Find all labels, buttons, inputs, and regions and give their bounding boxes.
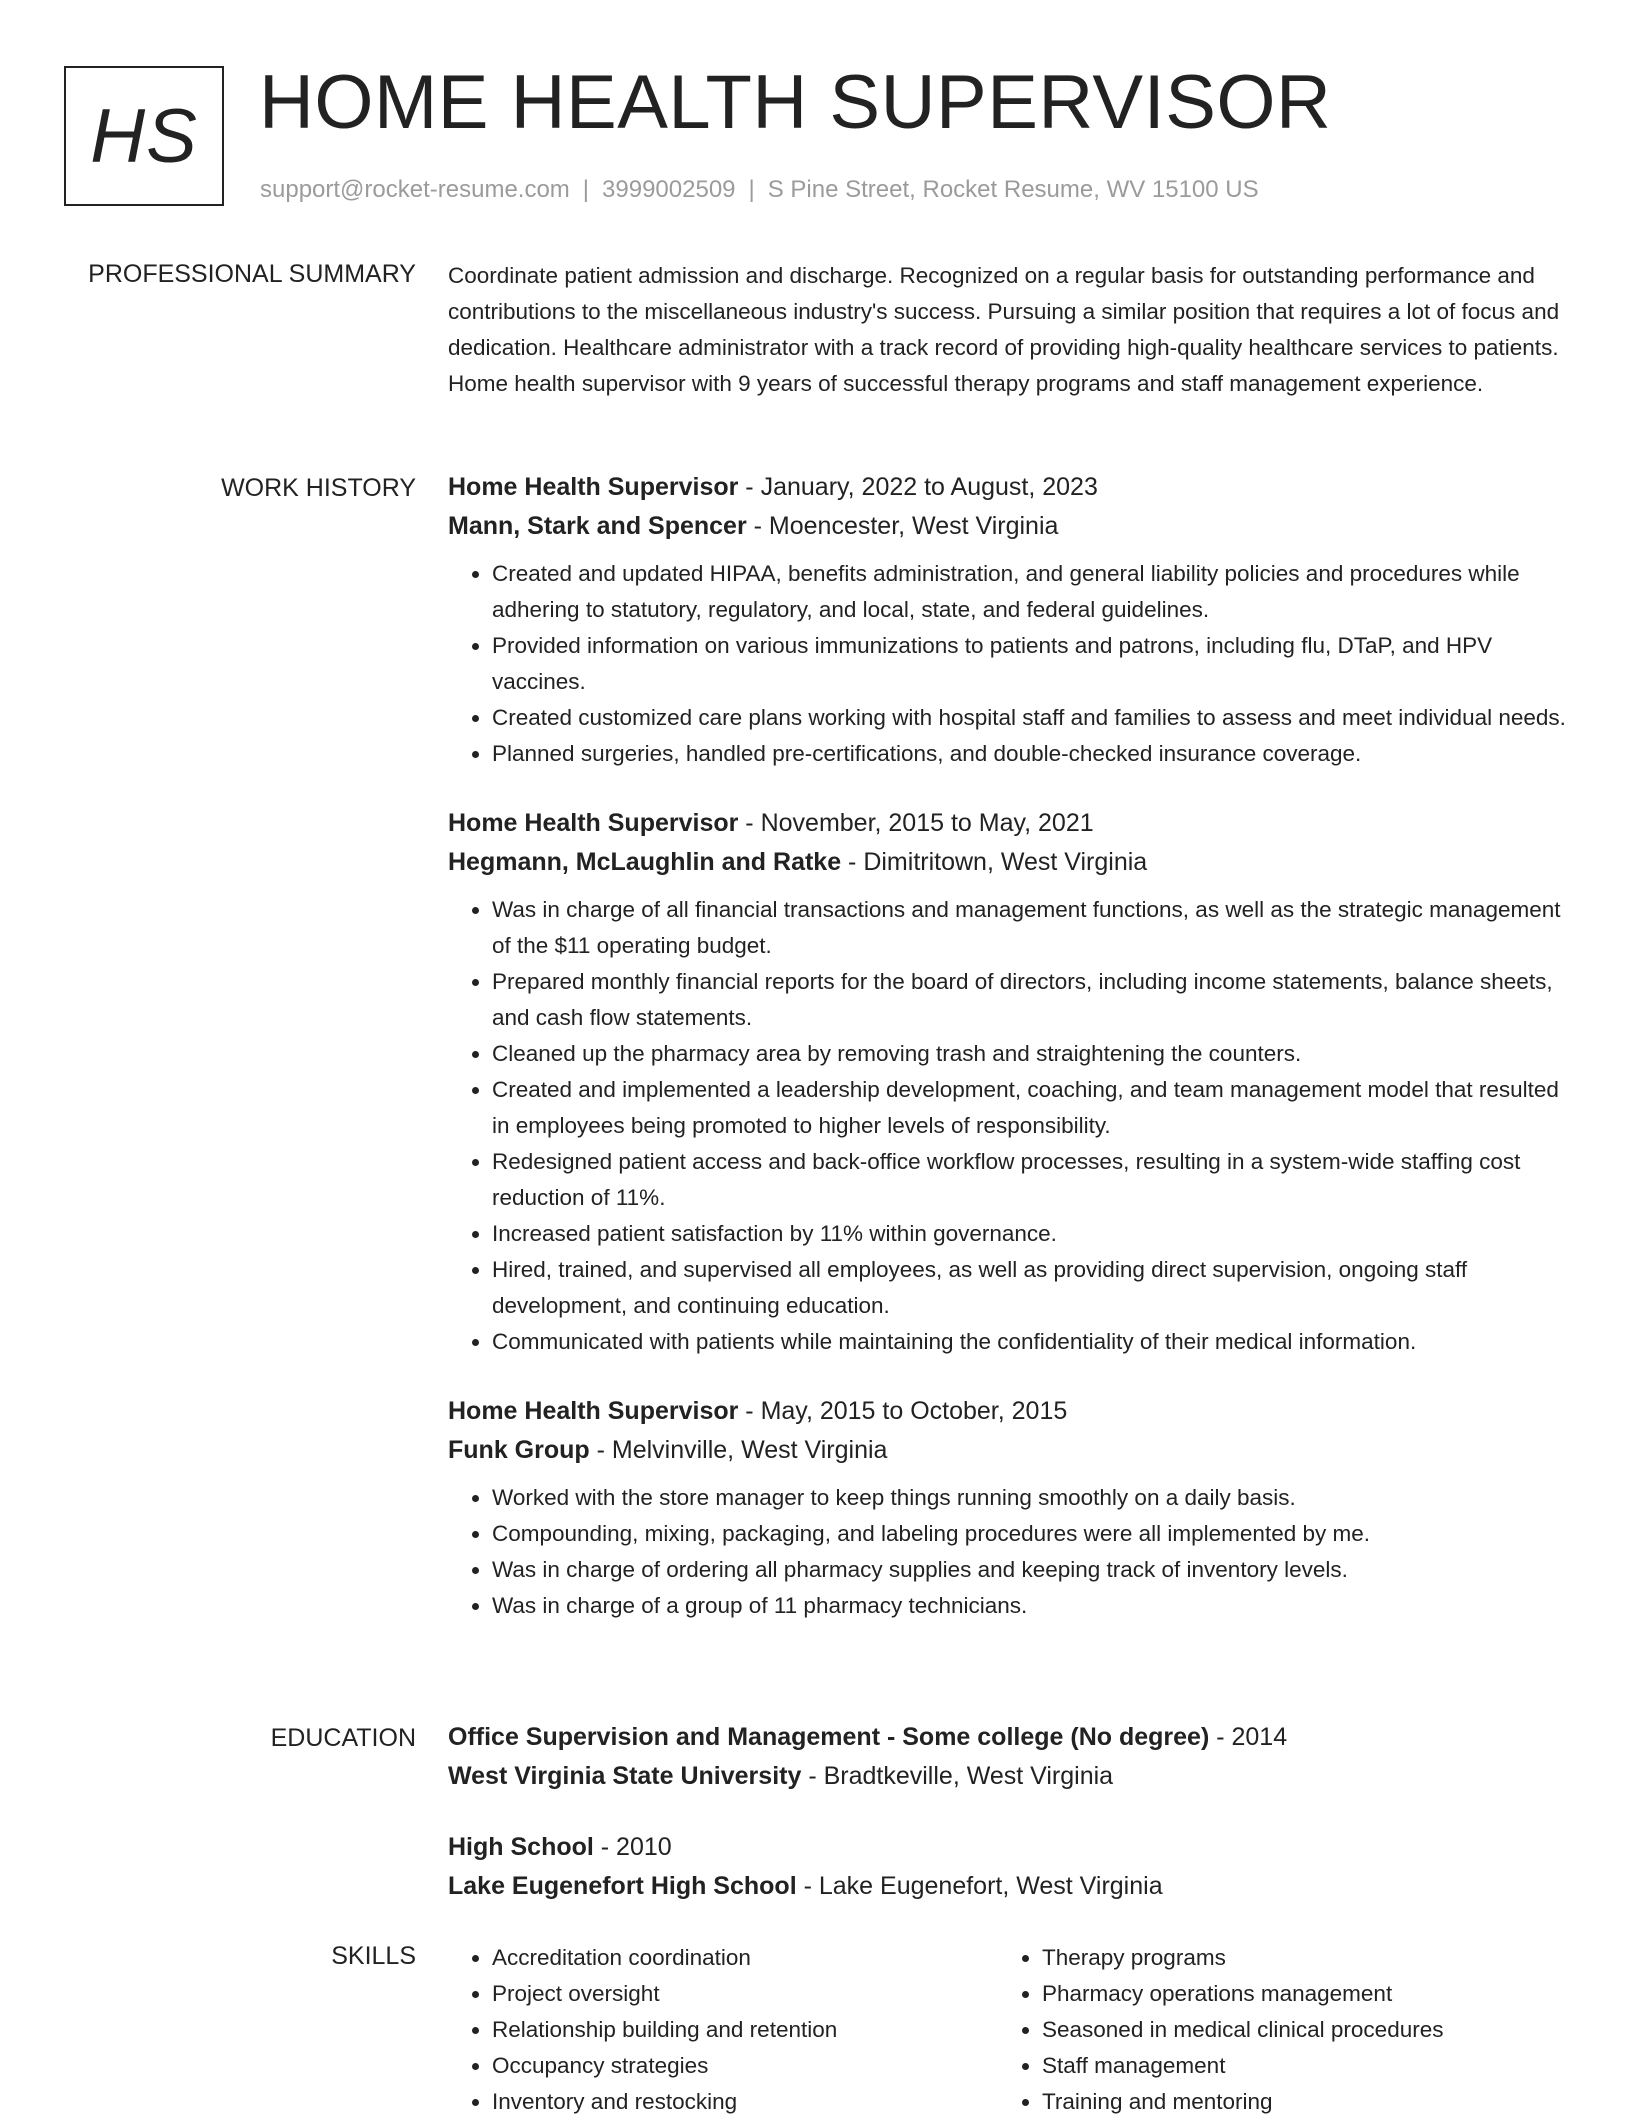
list-item: • Created and updated HIPAA, benefits administration, and general liability policies and procedures while adhering to statutory, regulatory, and local, state, and federal guidelines. [492,556,1568,628]
section-heading: EDUCATION [270,1724,416,1752]
initials-monogram [64,66,224,206]
job-location: - Moencester, West Virginia [746,512,1059,540]
job-entry [448,804,1568,1360]
list-item: • Pharmacy operations management [1042,1976,1548,2012]
list-item: • Redesigned patient access and back-office workflow processes, resulting in a system-wide staffing cost reduction of 11%. [492,1144,1568,1216]
skills-list-right [998,1940,1548,2120]
job-bullets [448,1480,1568,1624]
job-company: Funk Group [448,1436,590,1464]
list-item: • Relationship building and retention [492,2012,998,2048]
list-item: • Created customized care plans working with hospital staff and families to assess and meet individual needs. [492,700,1568,736]
list-item: • Compounding, mixing, packaging, and labeling procedures were all implemented by me. [492,1516,1568,1552]
contact-email[interactable]: support@rocket-resume.com [260,176,570,203]
summary-body [448,258,1568,402]
education-school: Lake Eugenefort High School [448,1872,797,1900]
education-entry [448,1828,1568,1906]
job-entry [448,1392,1568,1624]
education-degree: Office Supervision and Management - Some college (No degree) [448,1723,1210,1751]
job-entry [448,468,1568,772]
education-school-line [448,1757,1568,1796]
job-bullets [448,556,1568,772]
list-item: • Therapy programs [1042,1940,1548,1976]
work-history-body [448,468,1568,1656]
education-degree-line [448,1828,1568,1867]
list-item: • Was in charge of ordering all pharmacy supplies and keeping track of inventory levels. [492,1552,1568,1588]
list-item: • Project oversight [492,1976,998,2012]
job-dates: - January, 2022 to August, 2023 [738,473,1098,501]
skills-list-left [448,1940,998,2120]
skills-grid [448,1940,1568,2120]
education-location: - Lake Eugenefort, West Virginia [796,1872,1163,1900]
section-heading: WORK HISTORY [221,474,416,502]
page-title: HOME HEALTH SUPERVISOR [259,60,1332,145]
list-item: • Training and mentoring [1042,2084,1548,2120]
job-company-line [448,1431,1568,1470]
contact-line [260,176,1259,204]
list-item: • Prepared monthly financial reports for the board of directors, including income statements, balance sheets, and cash flow statements. [492,964,1568,1036]
list-item: • Staff management [1042,2048,1548,2084]
contact-phone[interactable]: 3999002509 [602,176,736,203]
section-heading: PROFESSIONAL SUMMARY [88,260,416,288]
education-school-line [448,1867,1568,1906]
list-item: • Cleaned up the pharmacy area by removing trash and straightening the counters. [492,1036,1568,1072]
list-item: • Was in charge of all financial transactions and management functions, as well as the strategic management of the $11 operating budget. [492,892,1568,964]
skills-body [448,1940,1568,2120]
list-item: • Was in charge of a group of 11 pharmacy technicians. [492,1588,1568,1624]
job-company-line [448,843,1568,882]
education-location: - Bradtkeville, West Virginia [801,1762,1114,1790]
education-body [448,1718,1568,1938]
section-heading: SKILLS [331,1942,416,1970]
job-title-line [448,1392,1568,1431]
education-entry [448,1718,1568,1796]
job-dates: - November, 2015 to May, 2021 [738,809,1094,837]
initials-text: HS [90,93,198,179]
job-title-line [448,468,1568,507]
contact-separator: | [582,176,590,203]
job-bullets [448,892,1568,1360]
list-item: • Seasoned in medical clinical procedures [1042,2012,1548,2048]
contact-separator: | [748,176,755,203]
education-year: - 2010 [593,1833,672,1861]
list-item: • Hired, trained, and supervised all employees, as well as providing direct supervision, ongoing staff development, and continuing education. [492,1252,1568,1324]
summary-text: Coordinate patient admission and discharge. Recognized on a regular basis for outstanding performance and contributions to the miscellaneous industry's success. Pursuing a similar position that requires a lot of focus and dedication. Healthcare administrator with a track record of providing high-quality healthcare services to patients. Home health supervisor with 9 years of successful therapy programs and staff management experience. [448,263,1560,396]
education-school: West Virginia State University [448,1762,802,1790]
job-location: - Dimitritown, West Virginia [841,848,1148,876]
job-company: Mann, Stark and Spencer [448,512,747,540]
education-degree: High School [448,1833,594,1861]
list-item: • Inventory and restocking [492,2084,998,2120]
list-item: • Increased patient satisfaction by 11% within governance. [492,1216,1568,1252]
list-item: • Created and implemented a leadership development, coaching, and team management model that resulted in employees being promoted to higher levels of responsibility. [492,1072,1568,1144]
list-item: • Provided information on various immunizations to patients and patrons, including flu, DTaP, and HPV vaccines. [492,628,1568,700]
job-title: Home Health Supervisor [448,809,739,837]
education-degree-line [448,1718,1568,1757]
list-item: • Worked with the store manager to keep things running smoothly on a daily basis. [492,1480,1568,1516]
education-year: - 2014 [1209,1723,1288,1751]
contact-address: S Pine Street, Rocket Resume, WV 15100 US [767,176,1259,203]
job-location: - Melvinville, West Virginia [589,1436,888,1464]
job-dates: - May, 2015 to October, 2015 [738,1397,1068,1425]
job-company: Hegmann, McLaughlin and Ratke [448,848,842,876]
list-item: • Communicated with patients while maintaining the confidentiality of their medical information. [492,1324,1568,1360]
job-title: Home Health Supervisor [448,1397,739,1425]
list-item: • Accreditation coordination [492,1940,998,1976]
list-item: • Planned surgeries, handled pre-certifications, and double-checked insurance coverage. [492,736,1568,772]
job-title: Home Health Supervisor [448,473,739,501]
list-item: • Occupancy strategies [492,2048,998,2084]
job-title-line [448,804,1568,843]
job-company-line [448,507,1568,546]
